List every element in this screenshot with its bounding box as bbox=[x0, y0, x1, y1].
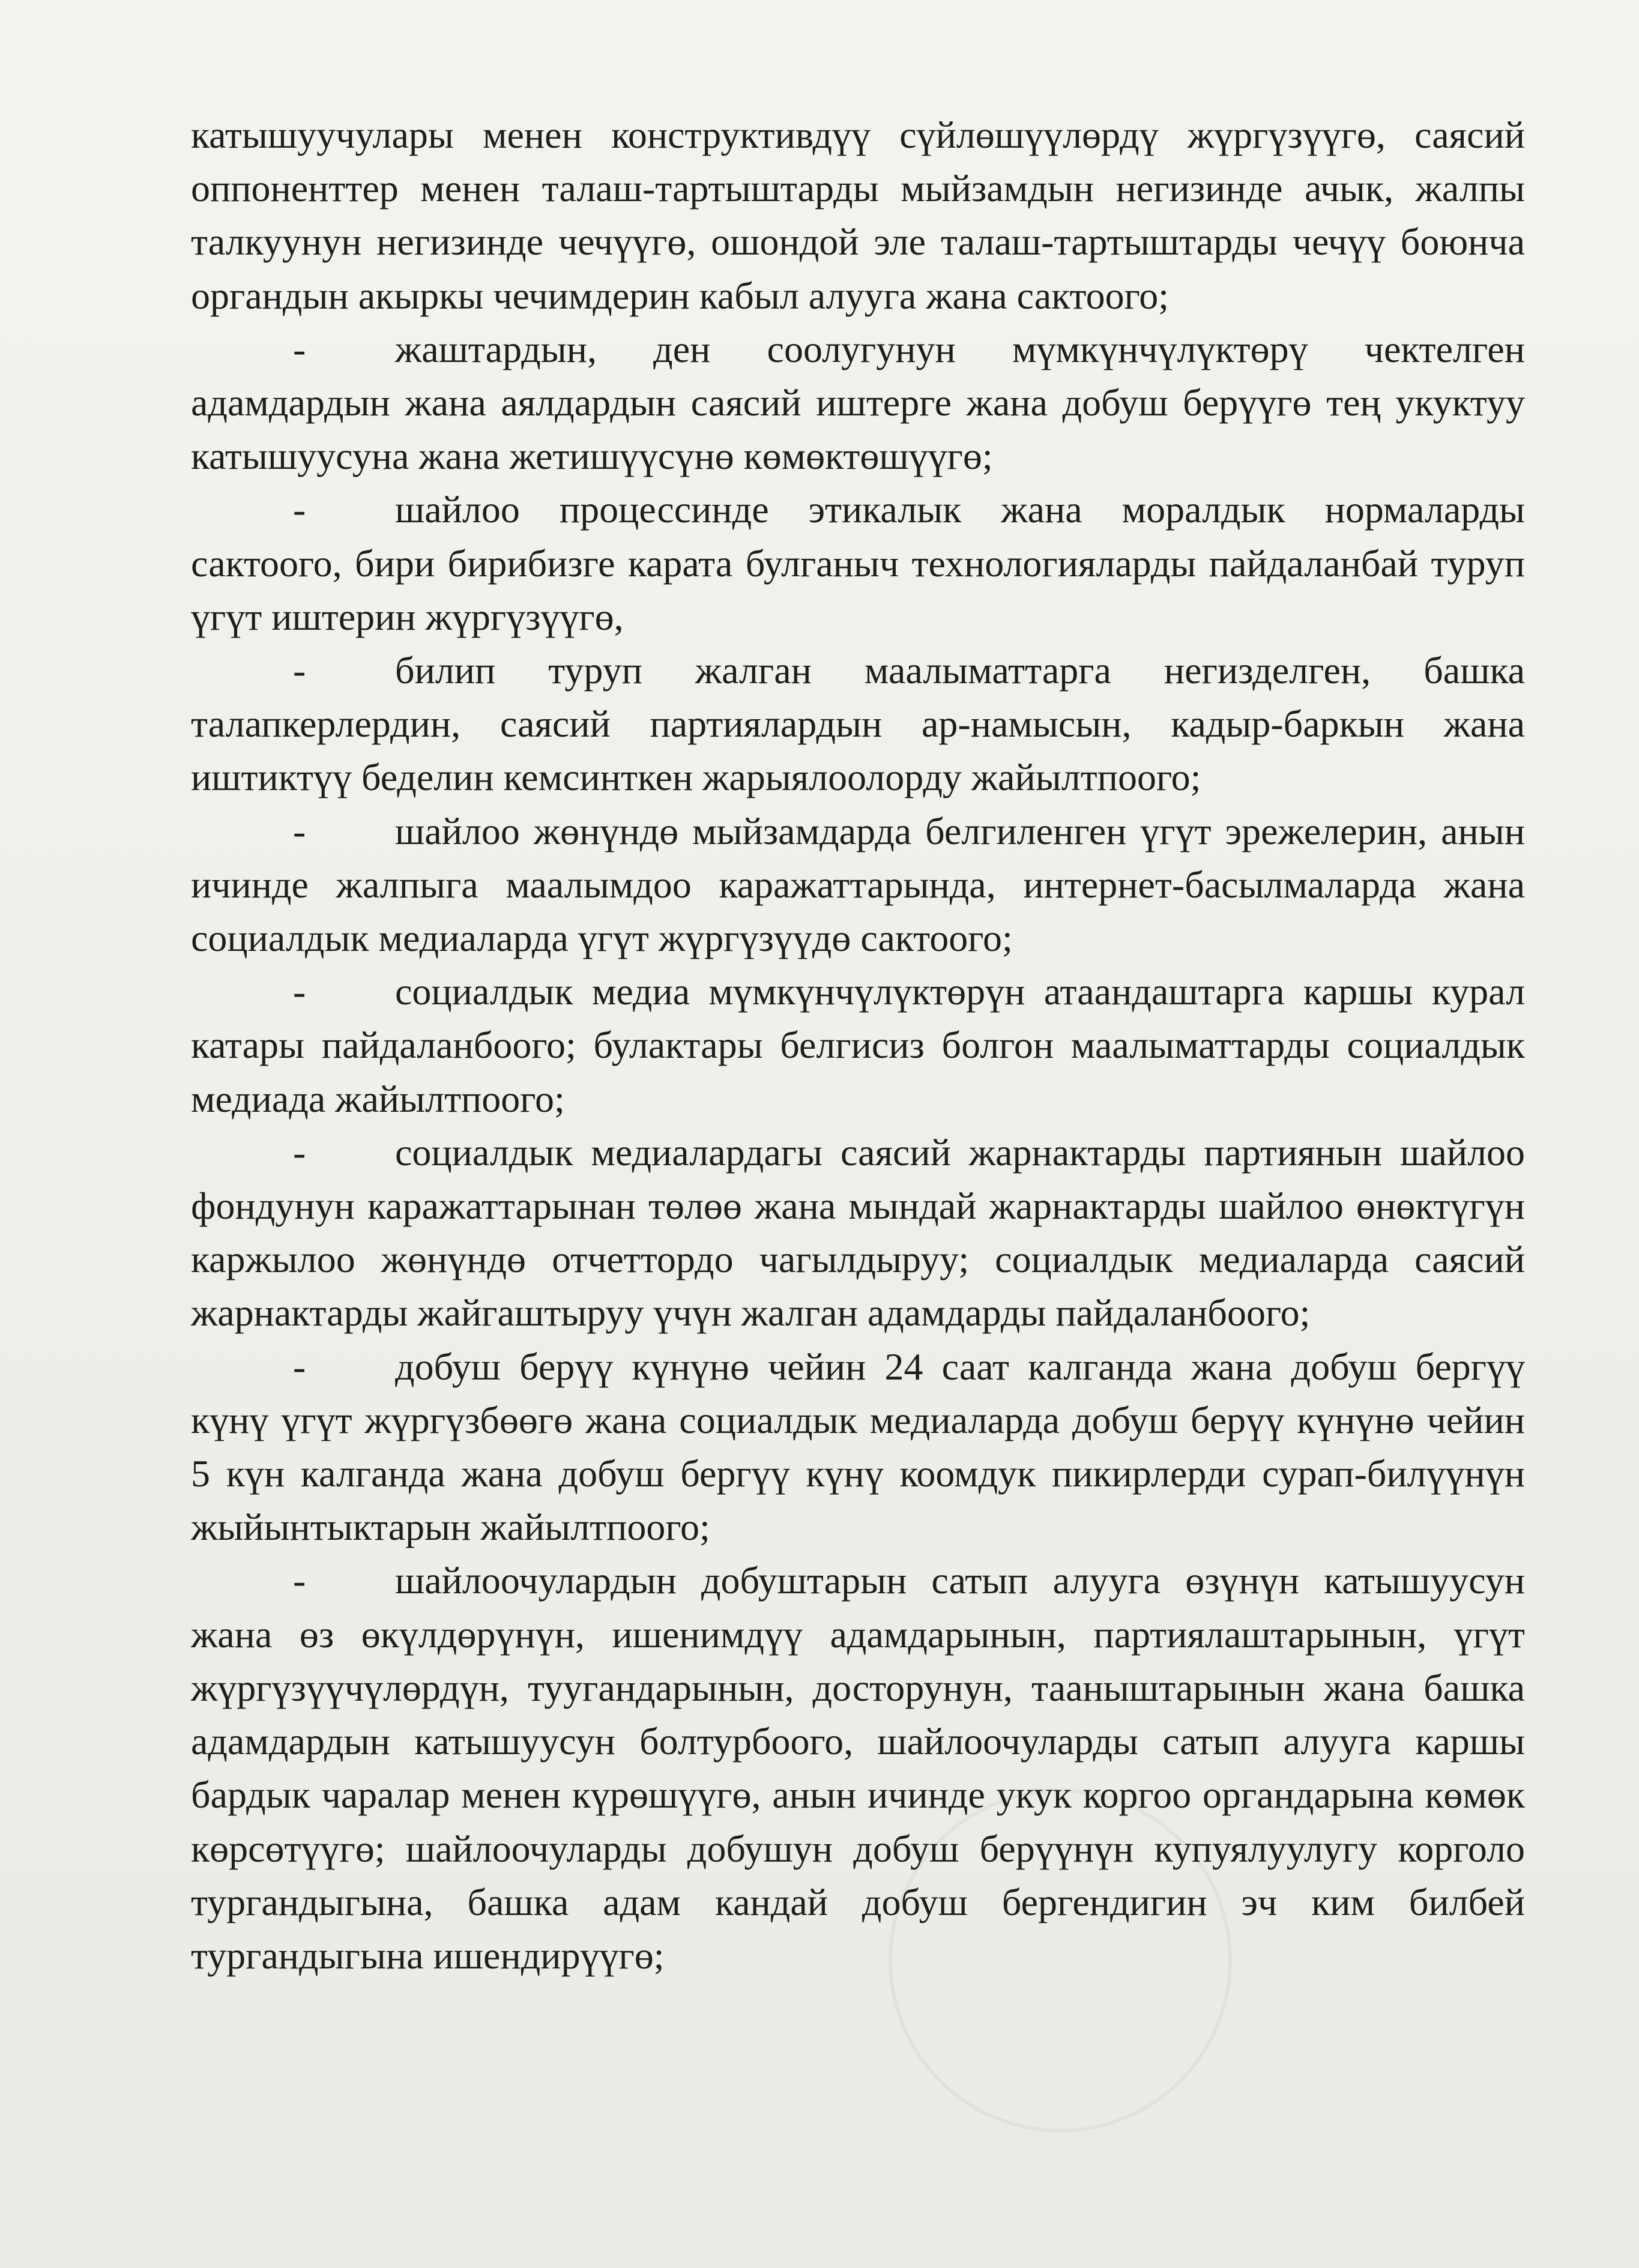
paragraph-continuation: катышуучулары менен конструктивдүү сүйлөшүүлөрдү жүргүзүүгө, саясий оппоненттер менен талаш-тартыштарды мыйзамдын негизинде ачык, жалпы талкуунун негизинде чечүүгө, ошондой эле талаш-тартыштарды чечүү боюнча органдын акыркы чечимдерин кабыл алууга жана сактоого; bbox=[191, 113, 1525, 317]
list-dash: - bbox=[293, 1559, 306, 1602]
list-dash: - bbox=[293, 649, 306, 692]
list-dash: - bbox=[293, 970, 306, 1013]
list-dash: - bbox=[293, 809, 306, 852]
list-item: - шайлоочулардын добуштарын сатып алууга өзүнүн катышуусун жана өз өкүлдөрүнүн, ишенимдүү адамдарынын, партиялаштарынын, үгүт жүргүзүүчүлөрдүн, туугандарынын, досторунун, тааныштарынын жана башка адамдардын катышуусун болтурбоого, шайлоочуларды сатып алууга каршы бардык чаралар менен күрөшүүгө, анын ичинде укук коргоо органдарына көмөк көрсөтүүгө; шайлоочуларды добушун добуш берүүнүн купуялуулугу корголо тургандыгына, башка адам кандай добуш бергендигин эч ким билбей тургандыгына ишендирүүгө; bbox=[191, 1554, 1525, 1982]
document-body bbox=[191, 108, 1525, 1982]
list-item: - социалдык медиалардагы саясий жарнактарды партиянын шайлоо фондунун каражаттарынан төлөө жана мындай жарнактарды шайлоо өнөктүгүн каржылоо жөнүндө отчеттордо чагылдыруу; социалдык медиаларда саясий жарнактарды жайгаштыруу үчүн жалган адамдарды пайдаланбоого; bbox=[191, 1126, 1525, 1340]
list-dash: - bbox=[293, 1130, 306, 1174]
list-dash: - bbox=[293, 327, 306, 370]
list-dash: - bbox=[293, 488, 306, 531]
list-item: - социалдык медиа мүмкүнчүлүктөрүн атаандаштарга каршы курал катары пайдаланбоого; булактары белгисиз болгон маалыматтарды социалдык медиада жайылтпоого; bbox=[191, 965, 1525, 1126]
list-item: - шайлоо процессинде этикалык жана моралдык нормаларды сактоого, бири бирибизге карата булганыч технологияларды пайдаланбай туруп үгүт иштерин жүргүзүүгө, bbox=[191, 483, 1525, 644]
list-item: - билип туруп жалган маалыматтарга негизделген, башка талапкерлердин, саясий партиялардын ар-намысын, кадыр-баркын жана иштиктүү беделин кемсинткен жарыялоолорду жайылтпоого; bbox=[191, 644, 1525, 804]
list-item: - жаштардын, ден соолугунун мүмкүнчүлүктөрү чектелген адамдардын жана аялдардын саясий иштерге жана добуш берүүгө тең укуктуу катышуусуна жана жетишүүсүнө көмөктөшүүгө; bbox=[191, 322, 1525, 483]
list-dash: - bbox=[293, 1345, 306, 1388]
list-item: - добуш берүү күнүнө чейин 24 саат калганда жана добуш бергүү күнү үгүт жүргүзбөөгө жана социалдык медиаларда добуш берүү күнүнө чейин 5 күн калганда жана добуш бергүү күнү коомдук пикирлерди сурап-билүүнүн жыйынтыктарын жайылтпоого; bbox=[191, 1340, 1525, 1554]
list-item: - шайлоо жөнүндө мыйзамдарда белгиленген үгүт эрежелерин, анын ичинде жалпыга маалымдоо каражаттарында, интернет-басылмаларда жана социалдык медиаларда үгүт жүргүзүүдө сактоого; bbox=[191, 804, 1525, 965]
